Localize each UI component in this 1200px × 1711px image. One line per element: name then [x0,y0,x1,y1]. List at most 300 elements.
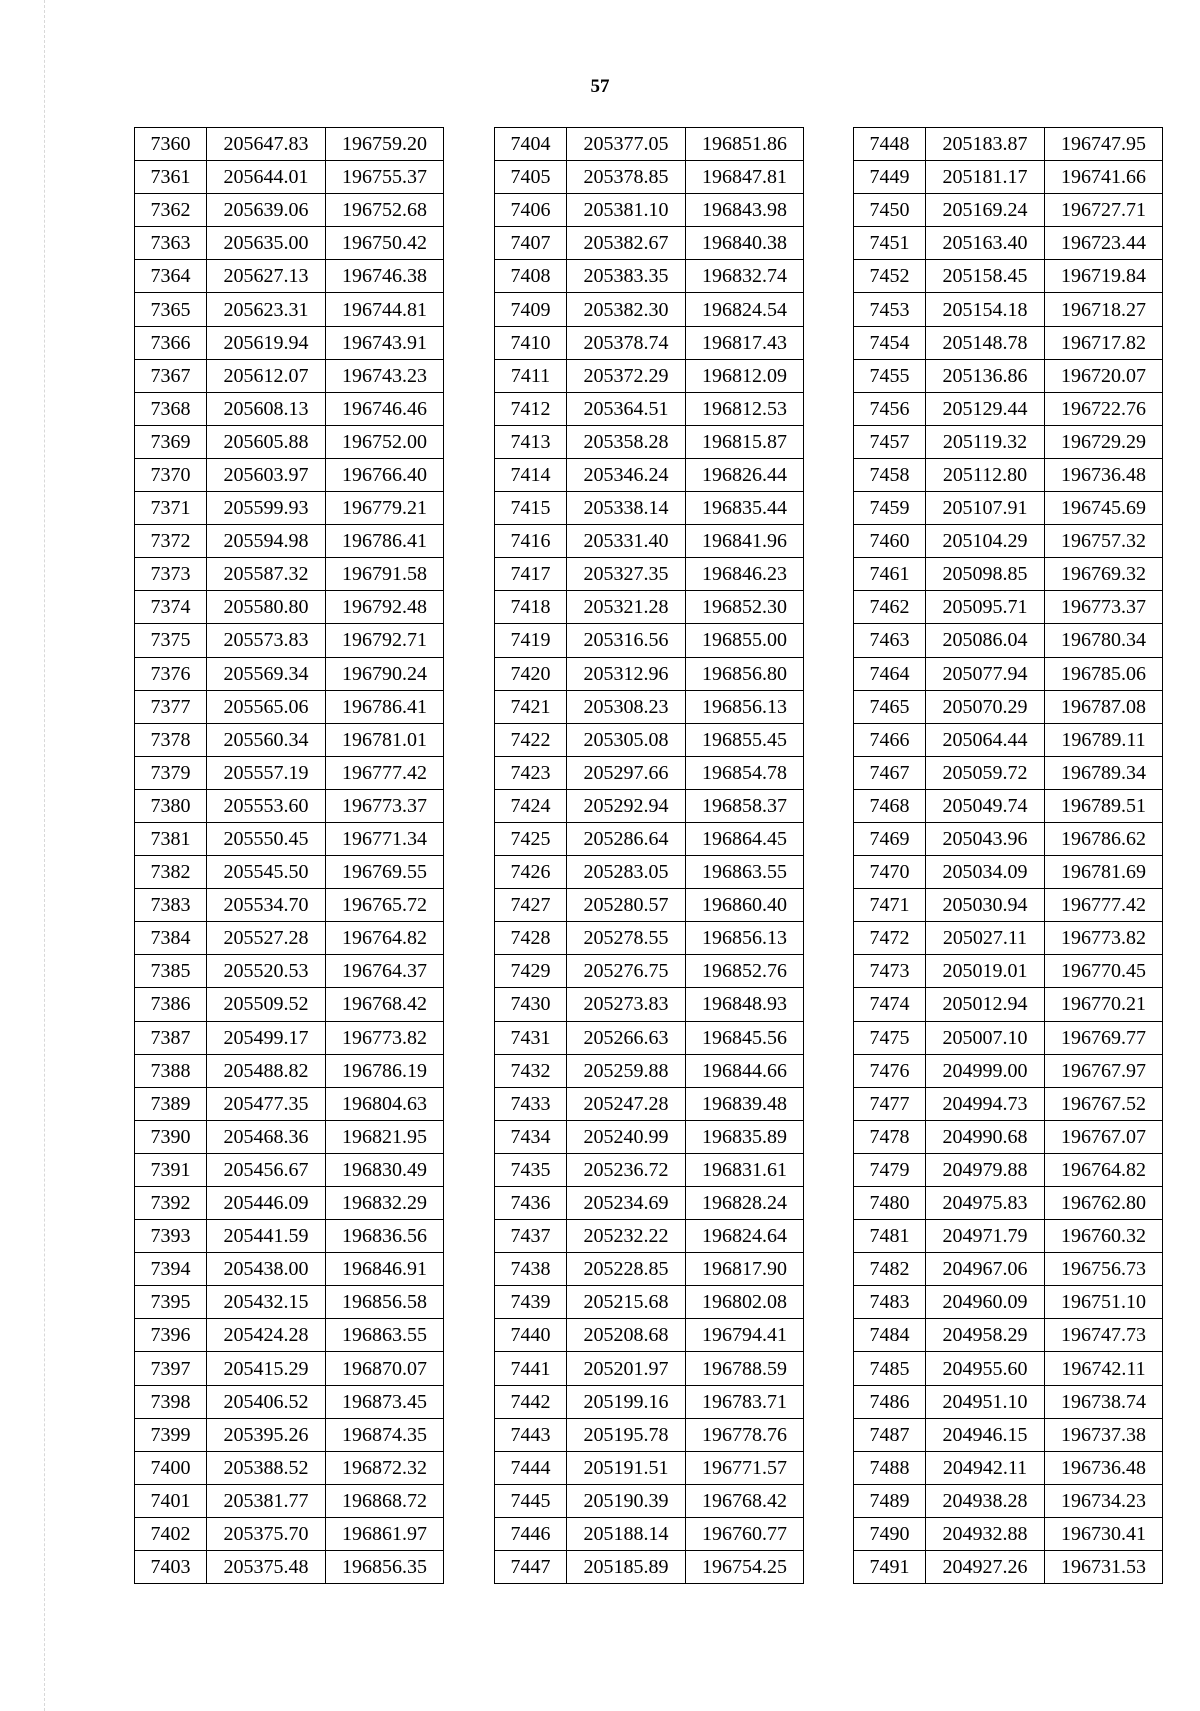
x-coordinate-cell: 205236.72 [567,1153,686,1186]
point-id-cell: 7410 [495,326,567,359]
x-coordinate-cell: 205321.28 [567,591,686,624]
table-row [854,789,1163,822]
x-coordinate-cell: 205557.19 [207,756,326,789]
x-coordinate-cell: 205286.64 [567,822,686,855]
y-coordinate-cell: 196831.61 [686,1153,804,1186]
x-coordinate-cell: 205104.29 [926,525,1045,558]
y-coordinate-cell: 196824.54 [686,293,804,326]
x-coordinate-cell: 205375.48 [207,1551,326,1584]
table-row [495,227,804,260]
table-row [854,1551,1163,1584]
y-coordinate-cell: 196868.72 [326,1484,444,1517]
y-coordinate-cell: 196778.76 [686,1418,804,1451]
table-row [135,822,444,855]
point-id-cell: 7429 [495,955,567,988]
table-row [854,624,1163,657]
point-id-cell: 7458 [854,458,926,491]
table-row [854,392,1163,425]
y-coordinate-cell: 196856.80 [686,657,804,690]
x-coordinate-cell: 205580.80 [207,591,326,624]
point-id-cell: 7461 [854,558,926,591]
y-coordinate-cell: 196760.77 [686,1517,804,1550]
y-coordinate-cell: 196745.69 [1045,492,1163,525]
x-coordinate-cell: 205605.88 [207,425,326,458]
x-coordinate-cell: 205112.80 [926,458,1045,491]
x-coordinate-cell: 205587.32 [207,558,326,591]
table-row [135,1418,444,1451]
point-id-cell: 7437 [495,1220,567,1253]
table-row [135,1517,444,1550]
y-coordinate-cell: 196783.71 [686,1385,804,1418]
y-coordinate-cell: 196747.95 [1045,128,1163,161]
y-coordinate-cell: 196767.52 [1045,1087,1163,1120]
x-coordinate-cell: 205019.01 [926,955,1045,988]
x-coordinate-cell: 205049.74 [926,789,1045,822]
y-coordinate-cell: 196755.37 [326,161,444,194]
y-coordinate-cell: 196730.41 [1045,1517,1163,1550]
x-coordinate-cell: 205573.83 [207,624,326,657]
table-row [495,1187,804,1220]
x-coordinate-cell: 205565.06 [207,690,326,723]
point-id-cell: 7473 [854,955,926,988]
y-coordinate-cell: 196860.40 [686,889,804,922]
table-row [854,260,1163,293]
table-row [495,624,804,657]
table-row [854,1153,1163,1186]
table-row [495,1021,804,1054]
point-id-cell: 7407 [495,227,567,260]
x-coordinate-cell: 204999.00 [926,1054,1045,1087]
point-id-cell: 7364 [135,260,207,293]
point-id-cell: 7384 [135,922,207,955]
y-coordinate-cell: 196764.37 [326,955,444,988]
point-id-cell: 7483 [854,1286,926,1319]
point-id-cell: 7361 [135,161,207,194]
x-coordinate-cell: 205560.34 [207,723,326,756]
table-row [135,1484,444,1517]
y-coordinate-cell: 196848.93 [686,988,804,1021]
x-coordinate-cell: 205228.85 [567,1253,686,1286]
y-coordinate-cell: 196723.44 [1045,227,1163,260]
y-coordinate-cell: 196769.55 [326,856,444,889]
y-coordinate-cell: 196852.30 [686,591,804,624]
x-coordinate-cell: 205183.87 [926,128,1045,161]
table-row [495,922,804,955]
x-coordinate-cell: 205477.35 [207,1087,326,1120]
x-coordinate-cell: 205381.10 [567,194,686,227]
x-coordinate-cell: 205119.32 [926,425,1045,458]
point-id-cell: 7469 [854,822,926,855]
table-row [854,889,1163,922]
table-row [495,392,804,425]
point-id-cell: 7399 [135,1418,207,1451]
y-coordinate-cell: 196855.00 [686,624,804,657]
point-id-cell: 7489 [854,1484,926,1517]
y-coordinate-cell: 196832.29 [326,1187,444,1220]
y-coordinate-cell: 196760.32 [1045,1220,1163,1253]
x-coordinate-cell: 205191.51 [567,1451,686,1484]
point-id-cell: 7479 [854,1153,926,1186]
table-row [495,756,804,789]
y-coordinate-cell: 196779.21 [326,492,444,525]
y-coordinate-cell: 196767.97 [1045,1054,1163,1087]
point-id-cell: 7370 [135,458,207,491]
point-id-cell: 7424 [495,789,567,822]
x-coordinate-cell: 205208.68 [567,1319,686,1352]
y-coordinate-cell: 196843.98 [686,194,804,227]
table-row [495,1352,804,1385]
y-coordinate-cell: 196836.56 [326,1220,444,1253]
x-coordinate-cell: 205377.05 [567,128,686,161]
point-id-cell: 7467 [854,756,926,789]
y-coordinate-cell: 196738.74 [1045,1385,1163,1418]
point-id-cell: 7411 [495,359,567,392]
x-coordinate-cell: 205158.45 [926,260,1045,293]
y-coordinate-cell: 196852.76 [686,955,804,988]
table-row [854,558,1163,591]
table-row [495,1517,804,1550]
table-row [495,558,804,591]
table-row [495,425,804,458]
margin-rule [44,0,45,1711]
table-row [135,558,444,591]
point-id-cell: 7449 [854,161,926,194]
table-row [135,227,444,260]
table-row [854,194,1163,227]
y-coordinate-cell: 196861.97 [326,1517,444,1550]
point-id-cell: 7391 [135,1153,207,1186]
table-row [135,1319,444,1352]
x-coordinate-cell: 205441.59 [207,1220,326,1253]
x-coordinate-cell: 205509.52 [207,988,326,1021]
y-coordinate-cell: 196794.41 [686,1319,804,1352]
x-coordinate-cell: 204946.15 [926,1418,1045,1451]
y-coordinate-cell: 196773.37 [326,789,444,822]
coordinate-table-3 [853,127,1163,1584]
table-row [854,1286,1163,1319]
x-coordinate-cell: 205234.69 [567,1187,686,1220]
y-coordinate-cell: 196787.08 [1045,690,1163,723]
y-coordinate-cell: 196719.84 [1045,260,1163,293]
point-id-cell: 7487 [854,1418,926,1451]
x-coordinate-cell: 205647.83 [207,128,326,161]
table-row [854,1451,1163,1484]
table-row [135,326,444,359]
point-id-cell: 7414 [495,458,567,491]
table-row [135,458,444,491]
y-coordinate-cell: 196874.35 [326,1418,444,1451]
y-coordinate-cell: 196743.23 [326,359,444,392]
x-coordinate-cell: 205181.17 [926,161,1045,194]
y-coordinate-cell: 196788.59 [686,1352,804,1385]
point-id-cell: 7442 [495,1385,567,1418]
y-coordinate-cell: 196777.42 [326,756,444,789]
y-coordinate-cell: 196747.73 [1045,1319,1163,1352]
point-id-cell: 7363 [135,227,207,260]
table-row [495,591,804,624]
table-row [495,1286,804,1319]
y-coordinate-cell: 196736.48 [1045,1451,1163,1484]
x-coordinate-cell: 205520.53 [207,955,326,988]
point-id-cell: 7468 [854,789,926,822]
point-id-cell: 7373 [135,558,207,591]
y-coordinate-cell: 196743.91 [326,326,444,359]
point-id-cell: 7444 [495,1451,567,1484]
table-row [854,856,1163,889]
x-coordinate-cell: 205375.70 [207,1517,326,1550]
x-coordinate-cell: 204967.06 [926,1253,1045,1286]
y-coordinate-cell: 196830.49 [326,1153,444,1186]
point-id-cell: 7446 [495,1517,567,1550]
y-coordinate-cell: 196789.51 [1045,789,1163,822]
y-coordinate-cell: 196802.08 [686,1286,804,1319]
x-coordinate-cell: 205283.05 [567,856,686,889]
point-id-cell: 7481 [854,1220,926,1253]
x-coordinate-cell: 204932.88 [926,1517,1045,1550]
point-id-cell: 7453 [854,293,926,326]
table-row [135,1253,444,1286]
point-id-cell: 7480 [854,1187,926,1220]
point-id-cell: 7380 [135,789,207,822]
table-row [135,624,444,657]
x-coordinate-cell: 205599.93 [207,492,326,525]
point-id-cell: 7477 [854,1087,926,1120]
y-coordinate-cell: 196856.35 [326,1551,444,1584]
table-row [854,1021,1163,1054]
point-id-cell: 7371 [135,492,207,525]
x-coordinate-cell: 205327.35 [567,558,686,591]
table-row [854,955,1163,988]
point-id-cell: 7472 [854,922,926,955]
x-coordinate-cell: 205619.94 [207,326,326,359]
table-row [854,1517,1163,1550]
y-coordinate-cell: 196752.68 [326,194,444,227]
y-coordinate-cell: 196872.32 [326,1451,444,1484]
x-coordinate-cell: 205086.04 [926,624,1045,657]
table-row [495,1087,804,1120]
x-coordinate-cell: 204942.11 [926,1451,1045,1484]
y-coordinate-cell: 196757.32 [1045,525,1163,558]
y-coordinate-cell: 196856.13 [686,690,804,723]
table-row [495,1551,804,1584]
table-row [495,1253,804,1286]
y-coordinate-cell: 196717.82 [1045,326,1163,359]
point-id-cell: 7440 [495,1319,567,1352]
y-coordinate-cell: 196864.45 [686,822,804,855]
point-id-cell: 7372 [135,525,207,558]
table-row [135,690,444,723]
point-id-cell: 7418 [495,591,567,624]
x-coordinate-cell: 205612.07 [207,359,326,392]
y-coordinate-cell: 196863.55 [686,856,804,889]
x-coordinate-cell: 205432.15 [207,1286,326,1319]
table-row [854,227,1163,260]
table-row [495,723,804,756]
x-coordinate-cell: 205043.96 [926,822,1045,855]
table-row [135,1385,444,1418]
y-coordinate-cell: 196817.90 [686,1253,804,1286]
y-coordinate-cell: 196752.00 [326,425,444,458]
point-id-cell: 7454 [854,326,926,359]
x-coordinate-cell: 205077.94 [926,657,1045,690]
table-row [495,889,804,922]
x-coordinate-cell: 205059.72 [926,756,1045,789]
x-coordinate-cell: 205388.52 [207,1451,326,1484]
x-coordinate-cell: 205553.60 [207,789,326,822]
x-coordinate-cell: 205136.86 [926,359,1045,392]
x-coordinate-cell: 205358.28 [567,425,686,458]
table-row [854,525,1163,558]
point-id-cell: 7433 [495,1087,567,1120]
y-coordinate-cell: 196780.34 [1045,624,1163,657]
point-id-cell: 7436 [495,1187,567,1220]
table-row [135,1120,444,1153]
y-coordinate-cell: 196817.43 [686,326,804,359]
point-id-cell: 7390 [135,1120,207,1153]
y-coordinate-cell: 196729.29 [1045,425,1163,458]
table-row [495,1319,804,1352]
point-id-cell: 7388 [135,1054,207,1087]
y-coordinate-cell: 196835.89 [686,1120,804,1153]
x-coordinate-cell: 205446.09 [207,1187,326,1220]
coordinate-table-2 [494,127,804,1584]
table-row [135,922,444,955]
y-coordinate-cell: 196870.07 [326,1352,444,1385]
y-coordinate-cell: 196847.81 [686,161,804,194]
table-row [135,1551,444,1584]
x-coordinate-cell: 205201.97 [567,1352,686,1385]
table-row [135,756,444,789]
table-row [135,1451,444,1484]
y-coordinate-cell: 196854.78 [686,756,804,789]
table-row [854,492,1163,525]
x-coordinate-cell: 205148.78 [926,326,1045,359]
x-coordinate-cell: 205438.00 [207,1253,326,1286]
x-coordinate-cell: 205527.28 [207,922,326,955]
table-row [495,822,804,855]
table-row [495,492,804,525]
x-coordinate-cell: 204951.10 [926,1385,1045,1418]
table-row [135,1187,444,1220]
point-id-cell: 7368 [135,392,207,425]
y-coordinate-cell: 196786.41 [326,525,444,558]
point-id-cell: 7362 [135,194,207,227]
x-coordinate-cell: 205545.50 [207,856,326,889]
table-row [495,1385,804,1418]
point-id-cell: 7393 [135,1220,207,1253]
y-coordinate-cell: 196764.82 [326,922,444,955]
x-coordinate-cell: 205312.96 [567,657,686,690]
table-row [854,723,1163,756]
point-id-cell: 7386 [135,988,207,1021]
y-coordinate-cell: 196746.38 [326,260,444,293]
x-coordinate-cell: 205378.85 [567,161,686,194]
table-row [495,525,804,558]
table-row [135,955,444,988]
x-coordinate-cell: 205190.39 [567,1484,686,1517]
table-row [135,1286,444,1319]
point-id-cell: 7398 [135,1385,207,1418]
point-id-cell: 7422 [495,723,567,756]
point-id-cell: 7447 [495,1551,567,1584]
y-coordinate-cell: 196812.09 [686,359,804,392]
point-id-cell: 7365 [135,293,207,326]
y-coordinate-cell: 196786.62 [1045,822,1163,855]
x-coordinate-cell: 205608.13 [207,392,326,425]
point-id-cell: 7490 [854,1517,926,1550]
x-coordinate-cell: 205415.29 [207,1352,326,1385]
x-coordinate-cell: 205012.94 [926,988,1045,1021]
y-coordinate-cell: 196824.64 [686,1220,804,1253]
table-row [495,458,804,491]
x-coordinate-cell: 204990.68 [926,1120,1045,1153]
y-coordinate-cell: 196751.10 [1045,1286,1163,1319]
x-coordinate-cell: 205064.44 [926,723,1045,756]
table-row [854,756,1163,789]
x-coordinate-cell: 205247.28 [567,1087,686,1120]
point-id-cell: 7460 [854,525,926,558]
point-id-cell: 7383 [135,889,207,922]
table-row [495,194,804,227]
point-id-cell: 7485 [854,1352,926,1385]
point-id-cell: 7412 [495,392,567,425]
y-coordinate-cell: 196789.34 [1045,756,1163,789]
x-coordinate-cell: 205030.94 [926,889,1045,922]
x-coordinate-cell: 205297.66 [567,756,686,789]
x-coordinate-cell: 205188.14 [567,1517,686,1550]
y-coordinate-cell: 196773.82 [326,1021,444,1054]
x-coordinate-cell: 204971.79 [926,1220,1045,1253]
y-coordinate-cell: 196742.11 [1045,1352,1163,1385]
y-coordinate-cell: 196744.81 [326,293,444,326]
point-id-cell: 7374 [135,591,207,624]
point-id-cell: 7379 [135,756,207,789]
table-row [135,525,444,558]
table-row [495,326,804,359]
y-coordinate-cell: 196785.06 [1045,657,1163,690]
y-coordinate-cell: 196766.40 [326,458,444,491]
point-id-cell: 7409 [495,293,567,326]
x-coordinate-cell: 204979.88 [926,1153,1045,1186]
point-id-cell: 7470 [854,856,926,889]
table-row [495,1054,804,1087]
x-coordinate-cell: 205305.08 [567,723,686,756]
point-id-cell: 7475 [854,1021,926,1054]
point-id-cell: 7448 [854,128,926,161]
y-coordinate-cell: 196792.48 [326,591,444,624]
point-id-cell: 7417 [495,558,567,591]
y-coordinate-cell: 196736.48 [1045,458,1163,491]
x-coordinate-cell: 205195.78 [567,1418,686,1451]
y-coordinate-cell: 196863.55 [326,1319,444,1352]
point-id-cell: 7413 [495,425,567,458]
point-id-cell: 7486 [854,1385,926,1418]
table-row [854,425,1163,458]
x-coordinate-cell: 205278.55 [567,922,686,955]
x-coordinate-cell: 205007.10 [926,1021,1045,1054]
point-id-cell: 7395 [135,1286,207,1319]
table-row [854,1220,1163,1253]
point-id-cell: 7408 [495,260,567,293]
x-coordinate-cell: 205232.22 [567,1220,686,1253]
x-coordinate-cell: 205266.63 [567,1021,686,1054]
y-coordinate-cell: 196773.82 [1045,922,1163,955]
point-id-cell: 7378 [135,723,207,756]
x-coordinate-cell: 205468.36 [207,1120,326,1153]
point-id-cell: 7452 [854,260,926,293]
x-coordinate-cell: 205259.88 [567,1054,686,1087]
point-id-cell: 7426 [495,856,567,889]
